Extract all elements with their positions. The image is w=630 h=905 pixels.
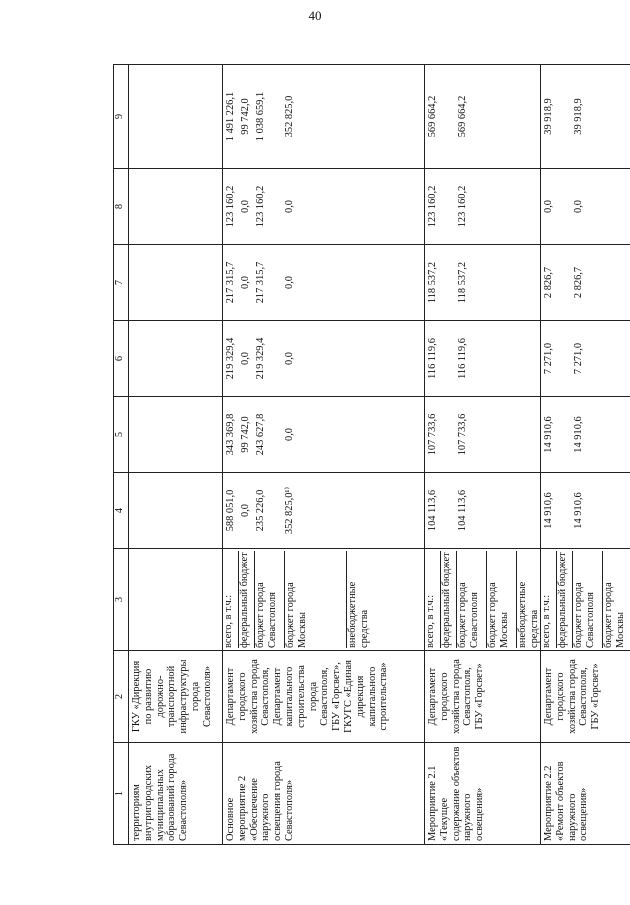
column-number: 6 bbox=[114, 321, 129, 397]
column-number: 2 bbox=[114, 651, 129, 743]
amount-value bbox=[343, 397, 420, 472]
amount-value: 235 226,0 bbox=[255, 489, 266, 532]
table-row bbox=[541, 65, 630, 845]
amount-value bbox=[484, 397, 513, 472]
amount-value bbox=[556, 65, 571, 168]
column-number: 3 bbox=[114, 549, 129, 651]
amount-value: 219 329,4 bbox=[225, 337, 236, 380]
amount-value: 0,0 bbox=[573, 200, 584, 213]
amount-value: 343 369,8 bbox=[225, 413, 236, 456]
amount-cell bbox=[223, 321, 425, 397]
amount-value: 243 627,8 bbox=[255, 413, 266, 456]
amount-value: 116 119,6 bbox=[427, 338, 438, 379]
funding-source-cell bbox=[425, 549, 541, 651]
column-number-row bbox=[114, 65, 129, 845]
measure-name-cell: Основное мероприятие 2 «Обеспечение наружного освещения города Севастополя» bbox=[223, 743, 425, 845]
amount-value: 217 315,7 bbox=[225, 261, 236, 304]
amount-value: 99 742,0 bbox=[240, 416, 251, 453]
amount-value: 104 113,6 bbox=[457, 489, 468, 532]
amount-cell bbox=[223, 473, 425, 549]
amount-value: 0,0 bbox=[240, 352, 251, 365]
amount-value: 123 160,2 bbox=[427, 185, 438, 228]
amount-value bbox=[513, 321, 536, 396]
amount-value bbox=[513, 169, 536, 244]
amount-value bbox=[440, 397, 455, 472]
amount-value: 1 491 226,1 bbox=[225, 91, 236, 142]
amount-cell bbox=[425, 169, 541, 245]
amount-value: 39 918,9 bbox=[543, 98, 554, 135]
amount-value: 123 160,2 bbox=[457, 185, 468, 228]
amount-cell bbox=[223, 169, 425, 245]
amount-value: 2 826,7 bbox=[573, 266, 584, 299]
funding-source: бюджет города Севастополя bbox=[573, 551, 603, 648]
funding-source: всего, в т.ч.: bbox=[541, 551, 557, 648]
amount-cell bbox=[129, 245, 223, 321]
funding-source: бюджет города Севастополя bbox=[255, 551, 285, 648]
amount-value: 0,0 bbox=[284, 200, 295, 213]
amount-value: 14 910,6 bbox=[573, 492, 584, 529]
amount-cell bbox=[129, 321, 223, 397]
amount-cell bbox=[425, 397, 541, 473]
amount-value: 569 664,2 bbox=[427, 95, 438, 138]
amount-value: 2 826,7 bbox=[543, 266, 554, 299]
amount-value: 39 918,9 bbox=[573, 98, 584, 135]
amount-value bbox=[440, 65, 455, 168]
table-row bbox=[223, 65, 425, 845]
amount-cell bbox=[541, 397, 630, 473]
amount-value bbox=[343, 169, 420, 244]
amount-value: 569 664,2 bbox=[457, 95, 468, 138]
amount-value bbox=[600, 473, 629, 548]
amount-value: 118 537,2 bbox=[427, 261, 438, 304]
funding-source: бюджет города Москвы bbox=[603, 582, 626, 648]
amount-value: 1 038 659,1 bbox=[255, 91, 266, 142]
amount-value bbox=[556, 321, 571, 396]
funding-source-cell bbox=[223, 549, 425, 651]
amount-value: 0,0 bbox=[284, 428, 295, 441]
amount-cell bbox=[223, 65, 425, 169]
amount-value: 123 160,2 bbox=[255, 185, 266, 228]
amount-cell bbox=[541, 473, 630, 549]
column-number: 7 bbox=[114, 245, 129, 321]
funding-source: бюджет города Москвы bbox=[487, 551, 517, 648]
table-row bbox=[129, 65, 223, 845]
amount-value: 14 910,6 bbox=[573, 416, 584, 453]
amount-value bbox=[484, 245, 513, 320]
amount-value: 14 910,6 bbox=[543, 492, 554, 529]
measure-name-cell: Мероприятие 2.1 «Текущее содержание объектов наружного освещения» bbox=[425, 743, 541, 845]
amount-value: 123 160,2 bbox=[225, 185, 236, 228]
funding-source: федеральный бюджет bbox=[441, 551, 457, 648]
amount-value: 219 329,4 bbox=[255, 337, 266, 380]
amount-value bbox=[556, 473, 571, 548]
funding-source: федеральный бюджет bbox=[239, 551, 255, 648]
amount-value: 588 051,0 bbox=[225, 489, 236, 532]
amount-cell bbox=[541, 65, 630, 169]
amount-value bbox=[440, 473, 455, 548]
amount-value: 0,0 bbox=[240, 504, 251, 517]
amount-value bbox=[556, 245, 571, 320]
amount-cell bbox=[223, 245, 425, 321]
executor-cell: Департамент городского хозяйства города Севастополя, ГБУ «Горсвет» bbox=[541, 651, 630, 743]
funding-source: бюджет города Москвы bbox=[285, 551, 347, 648]
amount-value: 352 825,0 bbox=[284, 95, 295, 138]
page-number: 40 bbox=[308, 8, 322, 23]
executor-cell: ГКУ «Дирекция по развитию дорожно- транспортной инфраструктуры города Севастополя» bbox=[129, 651, 223, 743]
amount-cell bbox=[425, 321, 541, 397]
amount-value bbox=[484, 321, 513, 396]
amount-cell bbox=[129, 473, 223, 549]
amount-value bbox=[513, 245, 536, 320]
amount-value: 99 742,0 bbox=[240, 98, 251, 135]
amount-value bbox=[556, 397, 571, 472]
amount-value: 7 271,0 bbox=[573, 342, 584, 375]
table-row bbox=[425, 65, 541, 845]
amount-value bbox=[513, 473, 536, 548]
column-number: 4 bbox=[114, 473, 129, 549]
funding-source: внебюджетные средства bbox=[347, 581, 370, 648]
amount-value: 107 733,6 bbox=[427, 413, 438, 456]
measure-name-cell: Мероприятие 2.2 «Ремонт объектов наружного освещения» bbox=[541, 743, 630, 845]
amount-value bbox=[600, 321, 629, 396]
amount-value bbox=[513, 397, 536, 472]
amount-value bbox=[440, 169, 455, 244]
amount-value bbox=[343, 321, 420, 396]
amount-value bbox=[600, 245, 629, 320]
amount-value bbox=[343, 473, 420, 548]
funding-source: всего, в т.ч.: bbox=[425, 551, 441, 648]
measure-name-cell: территориям внутригородских муниципальных образований города Севастополя» bbox=[129, 743, 223, 845]
amount-value: 0,0 bbox=[543, 200, 554, 213]
executor-cell: Департамент городского хозяйства города Севастополя, ГБУ «Горсвет» bbox=[425, 651, 541, 743]
column-number: 1 bbox=[114, 743, 129, 845]
amount-value: 104 113,6 bbox=[427, 489, 438, 532]
amount-value: 0,0 bbox=[284, 352, 295, 365]
column-number: 5 bbox=[114, 397, 129, 473]
amount-value bbox=[343, 245, 420, 320]
funding-source: федеральный бюджет bbox=[557, 551, 573, 648]
budget-table bbox=[113, 64, 630, 845]
amount-value bbox=[484, 473, 513, 548]
amount-value: 116 119,6 bbox=[457, 338, 468, 379]
amount-cell bbox=[129, 169, 223, 245]
amount-value bbox=[484, 169, 513, 244]
amount-value bbox=[513, 65, 536, 168]
amount-value: 0,0 bbox=[284, 276, 295, 289]
amount-value: 217 315,7 bbox=[255, 261, 266, 304]
amount-value: 352 825,0¹⁾ bbox=[284, 486, 295, 535]
amount-cell bbox=[541, 169, 630, 245]
funding-source: всего, в т.ч.: bbox=[223, 551, 239, 648]
amount-value bbox=[343, 65, 420, 168]
amount-cell bbox=[541, 245, 630, 321]
amount-cell bbox=[129, 397, 223, 473]
amount-value: 7 271,0 bbox=[543, 342, 554, 375]
amount-value bbox=[600, 65, 629, 168]
amount-cell bbox=[541, 321, 630, 397]
funding-source: бюджет города Севастополя bbox=[457, 551, 487, 648]
amount-cell bbox=[223, 397, 425, 473]
amount-value: 107 733,6 bbox=[457, 413, 468, 456]
amount-value bbox=[600, 169, 629, 244]
executor-cell: Департамент городского хозяйства города Севастополя, Департамент капитального строительства города Севастополя, ГБУ «Горсвет», ГКУГС «Единая дирекция капитального строительства» bbox=[223, 651, 425, 743]
amount-value bbox=[440, 245, 455, 320]
rotated-table-container bbox=[113, 65, 626, 845]
amount-value: 118 537,2 bbox=[457, 261, 468, 304]
amount-cell bbox=[425, 473, 541, 549]
amount-value: 14 910,6 bbox=[543, 416, 554, 453]
amount-cell bbox=[425, 65, 541, 169]
column-number: 8 bbox=[114, 169, 129, 245]
amount-value bbox=[600, 397, 629, 472]
amount-value: 0,0 bbox=[240, 200, 251, 213]
amount-value bbox=[484, 65, 513, 168]
amount-value bbox=[556, 169, 571, 244]
amount-cell bbox=[425, 245, 541, 321]
amount-value: 0,0 bbox=[240, 276, 251, 289]
amount-value bbox=[440, 321, 455, 396]
column-number: 9 bbox=[114, 65, 129, 169]
funding-source-cell bbox=[129, 549, 223, 651]
amount-cell bbox=[129, 65, 223, 169]
funding-source: внебюджетные средства bbox=[517, 581, 540, 648]
funding-source-cell bbox=[541, 549, 630, 651]
